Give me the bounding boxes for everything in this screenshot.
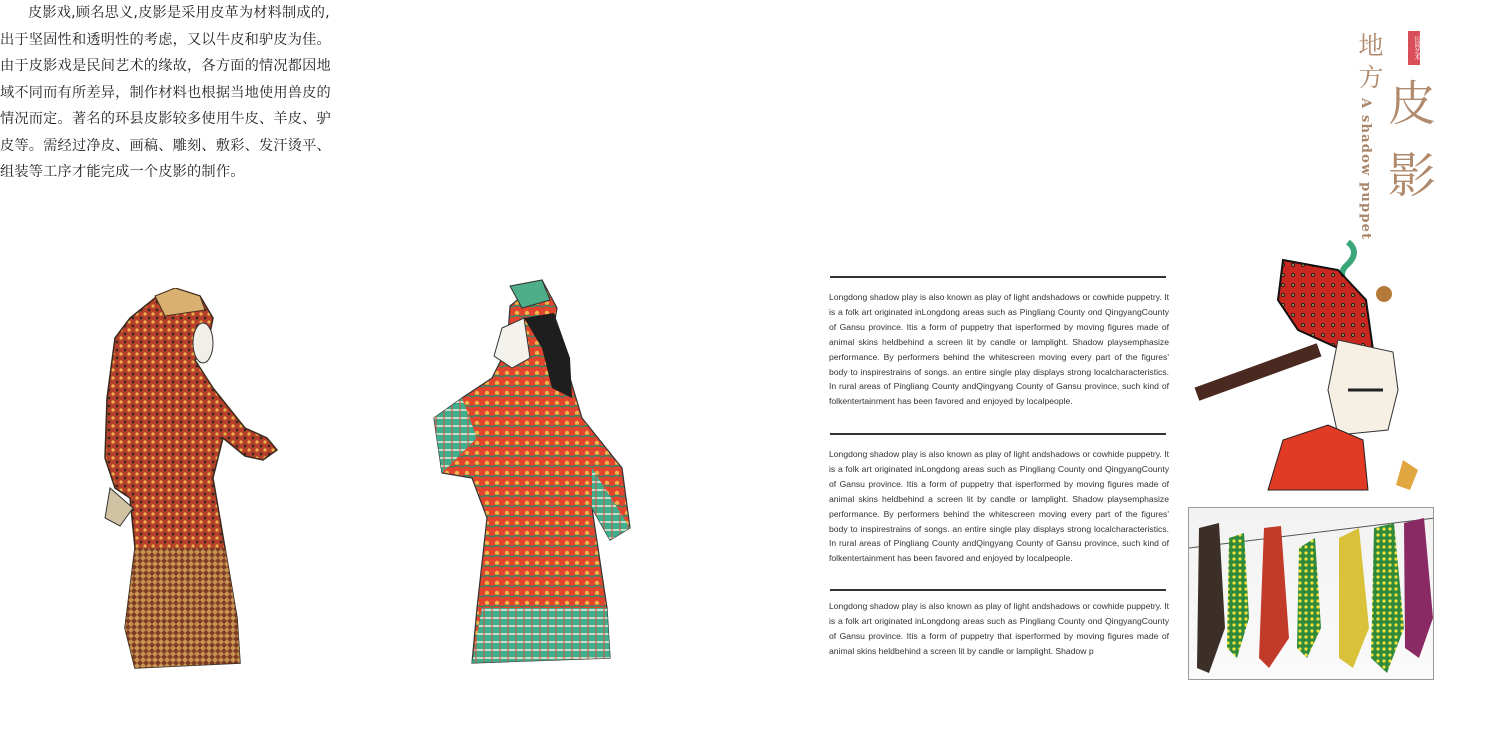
english-paragraph-3: Longdong shadow play is also known as play of light andshadows or cowhide puppetry. It is a folk art originated inLongdong areas such as Pingliang County ond QingyangCounty of Gansu province. Itis a form of puppetry that isperformed by moving figures made of animal skins heldbehind a screen lit by candle or lamplight. Shadow p <box>829 601 1169 656</box>
divider-rule <box>830 433 1166 435</box>
seal-stamp: 民间艺术 <box>1408 31 1420 65</box>
puppet-head-image <box>1188 240 1438 492</box>
english-paragraph-1: Longdong shadow play is also known as play of light andshadows or cowhide puppetry. It is a folk art originated inLongdong areas such as Pingliang County ond QingyangCounty of Gansu province. Itis a form of puppetry that isperformed by moving figures made of animal skins heldbehind a screen lit by candle or lamplight. Shadow playsemphasize performance. By performers behind the whitescreen moving every part of the figures' body to inspirestrains of songs. an entire single play displays strong localcharacteristics. In rural areas of Pingliang County andQingyang County of Gansu province, such kind of folkentertainment has been favored and enjoyed by localpeople. <box>829 292 1169 407</box>
divider-rule <box>830 276 1166 278</box>
lady-puppet-image <box>432 278 637 670</box>
puppet-display-photo <box>1188 507 1434 680</box>
warrior-puppet-image <box>95 288 285 672</box>
title-difang: 地方 <box>1358 31 1384 92</box>
title-piying: 皮影 <box>1387 76 1436 204</box>
divider-rule <box>830 589 1166 591</box>
intro-paragraph-zh: 皮影戏,顾名思义,皮影是采用皮革为材料制成的,出于坚固性和透明性的考虑，又以牛皮和驴皮为佳。由于皮影戏是民间艺术的缘故，各方面的情况都因地域不同而有所差异，制作材料也根据当地使用兽皮的情况而定。著名的环县皮影较多使用牛皮、羊皮、驴皮等。需经过净皮、画稿、雕刻、敷彩、发汗烫平、组装等工序才能完成一个皮影的制作。 <box>0 5 331 180</box>
english-paragraph-2: Longdong shadow play is also known as play of light andshadows or cowhide puppetry. It is a folk art originated inLongdong areas such as Pingliang County ond QingyangCounty of Gansu province. Itis a form of puppetry that isperformed by moving figures made of animal skins heldbehind a screen lit by candle or lamplight. Shadow playsemphasize performance. By performers behind the whitescreen moving every part of the figures' body to inspirestrains of songs. an entire single play displays strong localcharacteristics. In rural areas of Pingliang County andQingyang County of Gansu province, such kind of folkentertainment has been favored and enjoyed by localpeople. <box>829 449 1169 564</box>
title-english: A shadow puppet <box>1358 98 1373 241</box>
